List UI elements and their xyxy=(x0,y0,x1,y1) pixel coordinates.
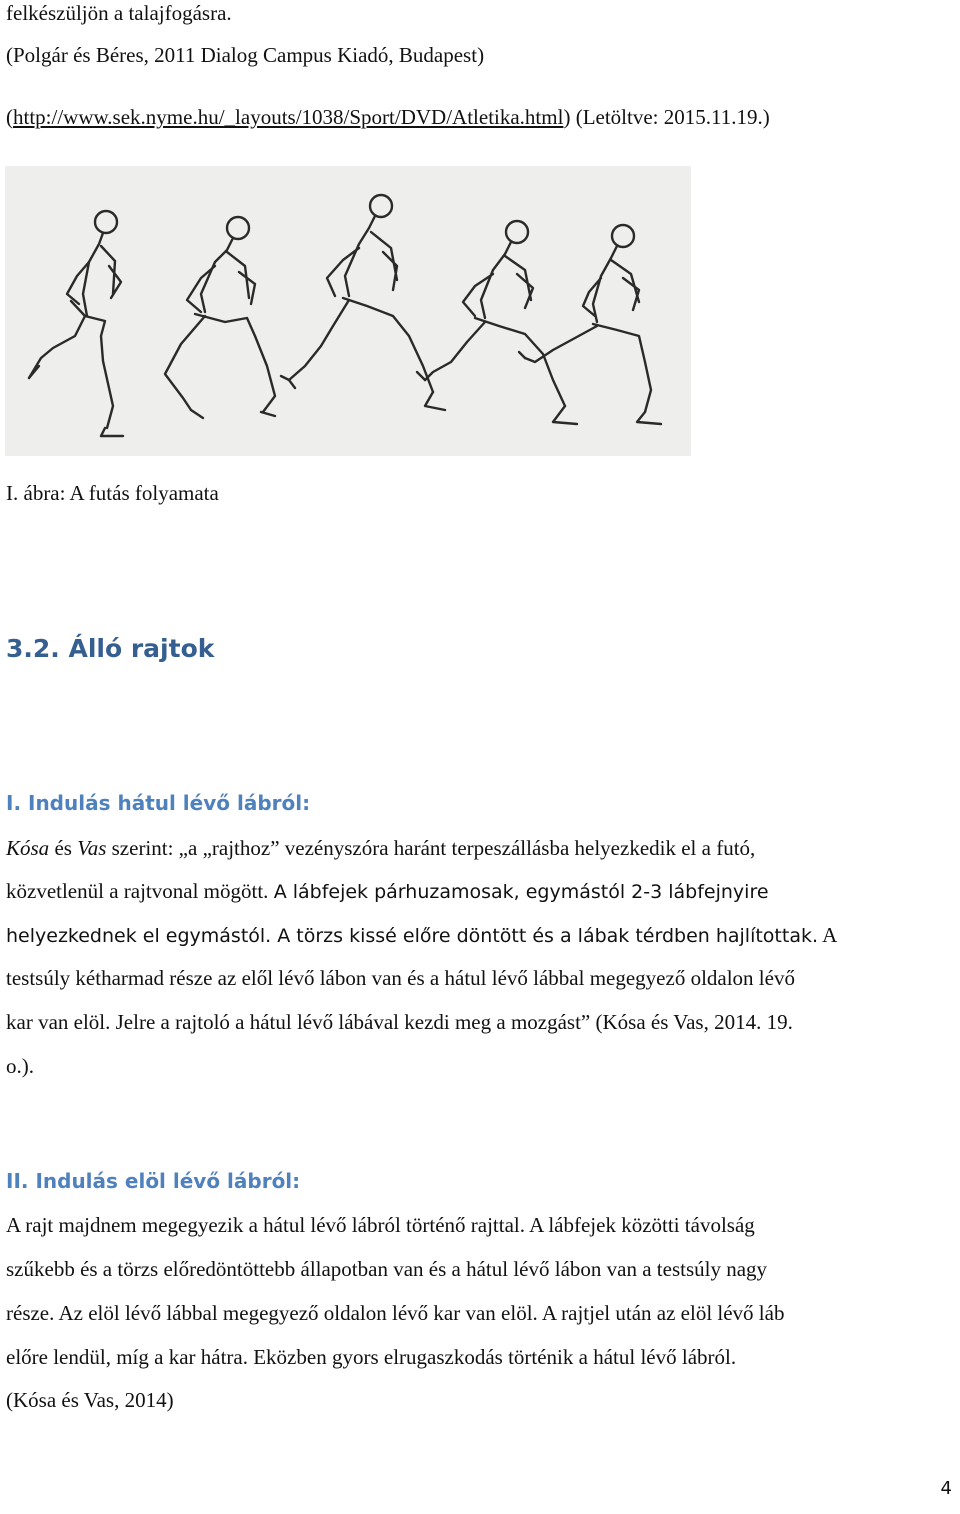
runner-figure-2 xyxy=(165,217,275,418)
conjunction: és xyxy=(49,836,78,860)
part2-line-3: része. Az elöl lévő lábbal megegyező oldalon lévő kar van elöl. A rajtjel után az elöl lévő láb xyxy=(6,1301,785,1325)
download-date: ) (Letöltve: 2015.11.19.) xyxy=(563,105,770,129)
part2-citation: (Kósa és Vas, 2014) xyxy=(6,1388,174,1412)
source-url-link[interactable]: http://www.sek.nyme.hu/_layouts/1038/Sport/DVD/Atletika.html xyxy=(13,105,564,129)
runner-figure-4 xyxy=(417,221,577,424)
part2-line-2: szűkebb és a törzs előredöntöttebb állapotban van és a hátul lévő lábon van a testsúly nagy xyxy=(6,1257,768,1281)
reference-line: (Polgár és Béres, 2011 Dialog Campus Kiadó, Budapest) xyxy=(6,43,485,67)
author-kosa: Kósa xyxy=(6,836,50,860)
runner-figure-1 xyxy=(29,211,123,436)
part2-line-4: előre lendül, míg a kar hátra. Eközben gyors elrugaszkodás történik a hátul lévő lábról. xyxy=(6,1345,737,1369)
running-sequence-figure xyxy=(5,166,691,456)
part1-line-4: testsúly kétharmad része az elől lévő lábon van és a hátul lévő lábbal megegyező oldalon lévő xyxy=(6,966,795,990)
page-number: 4 xyxy=(940,1478,952,1499)
source-url-open-paren: ( xyxy=(6,105,13,129)
source-url-line xyxy=(6,104,770,130)
part1-line-3 xyxy=(6,922,837,949)
part1-line-6: o.). xyxy=(6,1054,34,1078)
part2-line-1: A rajt majdnem megegyezik a hátul lévő lábról történő rajttal. A lábfejek közötti távolság xyxy=(6,1213,755,1237)
part1-line-2-serif: közvetlenül a rajtvonal mögött. xyxy=(6,879,274,903)
runner-figure-5 xyxy=(519,225,661,424)
part1-line-1 xyxy=(6,835,755,861)
author-vas: Vas xyxy=(77,836,107,860)
part1-line-2-sans: A lábfejek párhuzamosak, egymástól 2-3 lábfejnyire xyxy=(273,881,769,903)
part1-line-3-sans: helyezkednek el egymástól. A törzs kissé előre döntött és a lábak térdben hajlítottak. xyxy=(6,925,819,947)
running-figures-illustration xyxy=(5,166,691,456)
part1-line-3-serif: A xyxy=(818,923,838,947)
part1-line-2 xyxy=(6,878,769,905)
part1-line-5: kar van elöl. Jelre a rajtoló a hátul lévő lábával kezdi meg a mozgást” (Kósa és Vas, 2014. 19. xyxy=(6,1010,793,1034)
part1-heading: I. Indulás hátul lévő lábról: xyxy=(6,791,311,815)
section-heading: 3.2. Álló rajtok xyxy=(6,634,215,663)
intro-line-1: felkészüljön a talajfogásra. xyxy=(6,1,232,25)
part2-heading: II. Indulás elöl lévő lábról: xyxy=(6,1169,301,1193)
runner-figure-3 xyxy=(281,195,445,410)
part1-line-1-rest: szerint: „a „rajthoz” vezényszóra haránt terpeszállásba helyezkedik el a futó, xyxy=(106,836,756,860)
figure-caption: I. ábra: A futás folyamata xyxy=(6,481,219,505)
